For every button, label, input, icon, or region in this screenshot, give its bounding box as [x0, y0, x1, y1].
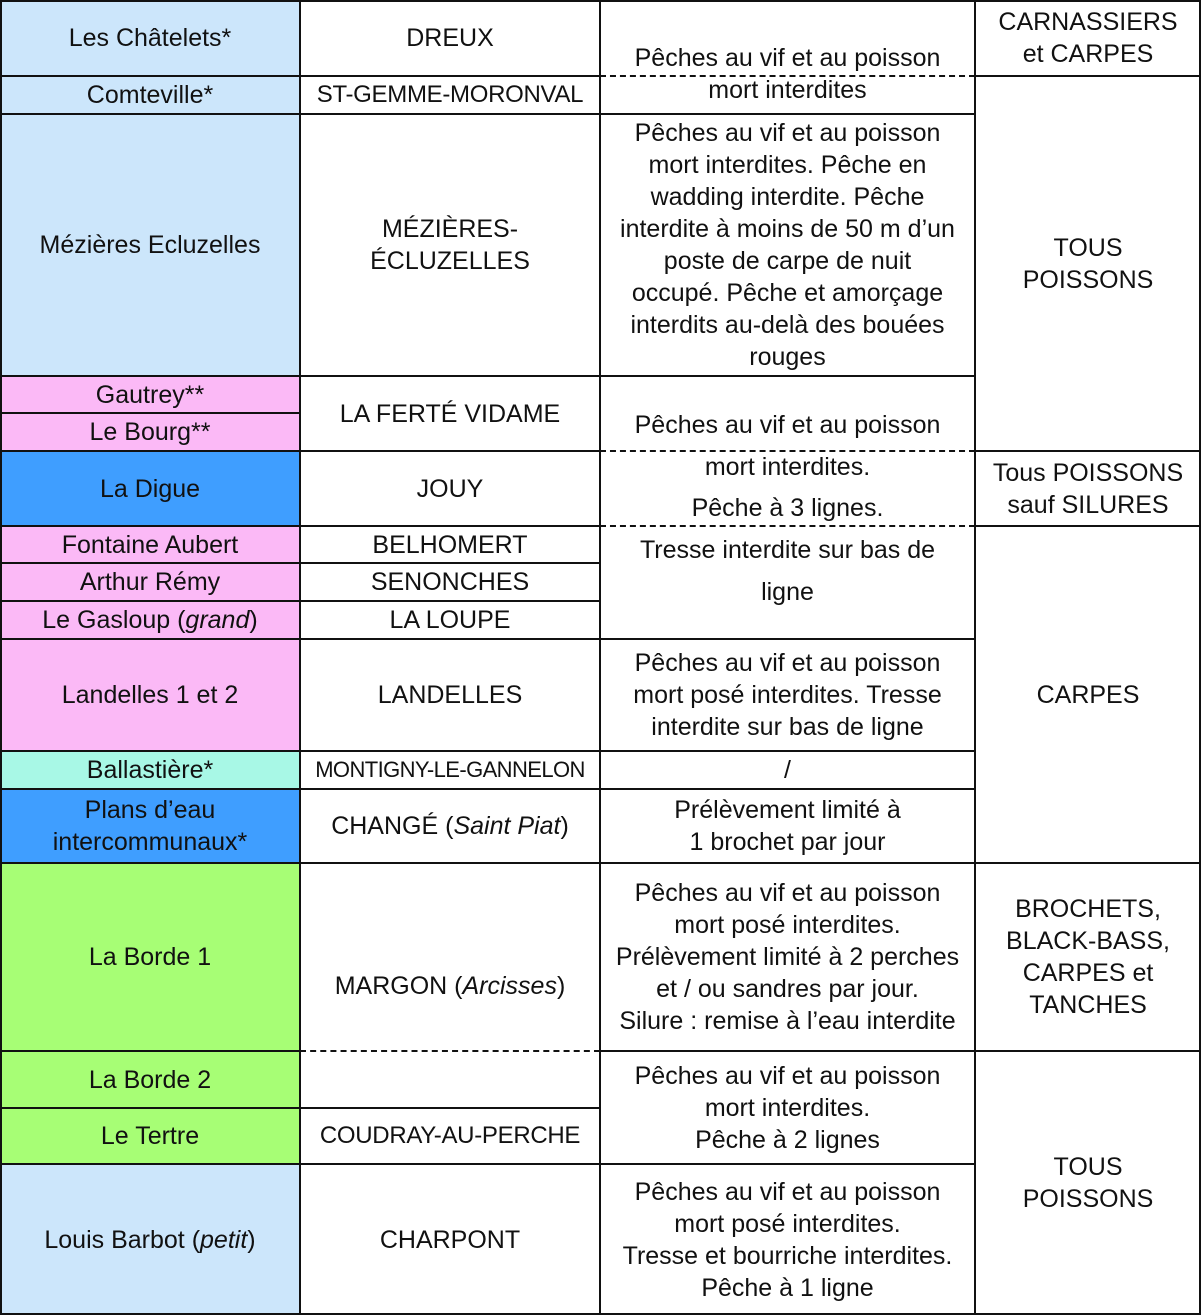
plan-name-cell [0, 413, 300, 451]
commune-name: BELHOMERT [372, 530, 528, 559]
plan-name-cell [0, 639, 300, 751]
rule-line: wadding interdite. Pêche [650, 183, 925, 211]
row-divider [0, 113, 600, 115]
plan-name: Arthur Rémy [79, 568, 221, 596]
plan-name-cell [0, 114, 300, 376]
commune-cell [300, 1164, 600, 1315]
plan-name-cell [0, 1164, 300, 1315]
dashed-divider [600, 450, 975, 452]
rule-line: mort interdites. [704, 1093, 871, 1122]
rule-line: Pêche à 2 lignes [695, 1125, 880, 1154]
plan-name-cell [0, 863, 300, 1051]
rule-line: occupé. Pêche et amorçage [631, 279, 944, 307]
rule-line: interdite sur bas de ligne [651, 713, 924, 741]
row-divider [0, 1107, 600, 1109]
plan-name-cell [0, 601, 300, 639]
plan-name: Ballastière* [86, 756, 214, 784]
commune-name: LA FERTÉ VIDAME [339, 399, 561, 428]
rule-line: mort posé interdites. [674, 911, 901, 939]
commune-cell [300, 0, 600, 76]
plan-name-line: Plans d’eau [84, 796, 216, 824]
plan-name: Fontaine Aubert [61, 530, 239, 559]
rule-cell [600, 1164, 975, 1315]
commune-name-line: MÉZIÈRES- [381, 215, 519, 243]
commune-cell [300, 639, 600, 751]
plan-name: Mézières Ecluzelles [39, 231, 261, 259]
rule-line: poste de carpe de nuit [663, 247, 912, 275]
species-line: POISSONS [1022, 1185, 1154, 1213]
rule-line [600, 451, 975, 483]
table-border [0, 0, 2, 1315]
species-line: TANCHES [1029, 991, 1147, 1019]
rule-line: rouges [749, 343, 826, 371]
plan-name: Gautrey** [95, 380, 205, 409]
species-cell [975, 863, 1201, 1051]
commune-name: JOUY [416, 474, 484, 503]
rule-line [600, 42, 975, 74]
rule-cell [600, 1051, 975, 1164]
plan-name-cell [0, 563, 300, 601]
species-cell [975, 0, 1201, 76]
rule-line: Pêches au vif et au poisson [634, 1061, 941, 1090]
row-divider [0, 638, 600, 640]
plan-name-cell [0, 526, 300, 563]
species-cell [975, 1051, 1201, 1315]
plan-name-cell [0, 789, 300, 863]
column-divider [599, 0, 601, 1315]
plan-name-cell [0, 451, 300, 526]
plan-name-cell [0, 1051, 300, 1108]
rule-cell [600, 863, 975, 1051]
commune-name-suffix: ) [556, 971, 566, 1000]
commune-cell [300, 376, 600, 451]
rule-line: 1 brochet par jour [689, 828, 886, 856]
row-divider [975, 450, 1201, 452]
rule-cell [600, 114, 975, 376]
species-line: CARPES [1036, 680, 1140, 709]
rule-line [600, 74, 975, 106]
species-cell [975, 76, 1201, 451]
commune-name: LANDELLES [377, 681, 523, 709]
rule-text: mort interdites. [704, 453, 871, 481]
row-divider [0, 75, 600, 77]
plan-name: La Borde 1 [88, 943, 212, 971]
commune-name-italic: Arcisses [462, 971, 557, 1000]
rule-line: interdits au-delà des bouées [630, 311, 945, 339]
rule-line [600, 576, 975, 608]
rule-line: Prélèvement limité à 2 perches [615, 943, 960, 971]
row-divider [975, 75, 1201, 77]
row-divider [600, 1050, 975, 1052]
row-divider [0, 1050, 300, 1052]
row-divider [600, 788, 975, 790]
row-divider [600, 750, 975, 752]
commune-cell [300, 451, 600, 526]
rule-line: Pêche à 1 ligne [701, 1273, 874, 1302]
rule-text: Pêches au vif et au poisson [634, 44, 941, 72]
plan-name-suffix: ) [247, 1225, 256, 1254]
plan-name: Les Châtelets* [68, 24, 232, 52]
row-divider [0, 862, 600, 864]
rule-line [600, 492, 975, 524]
row-divider [0, 1163, 600, 1165]
rule-line: Pêches au vif et au poisson [634, 649, 941, 677]
species-line: BROCHETS, [1015, 895, 1161, 923]
plan-name-cell [0, 1108, 300, 1164]
commune-cell [300, 1108, 600, 1164]
commune-cell [300, 526, 600, 563]
plan-name-suffix: ) [249, 606, 258, 634]
rule-line: Pêches au vif et au poisson [634, 1177, 941, 1206]
commune-cell [300, 751, 600, 789]
rule-line [600, 409, 975, 441]
commune-name-line: ÉCLUZELLES [370, 247, 530, 275]
commune-name [335, 970, 566, 1002]
plan-name-prefix: Louis Barbot ( [44, 1225, 201, 1254]
plan-name-prefix: Le Gasloup ( [42, 606, 186, 634]
species-line: Tous POISSONS [992, 458, 1184, 487]
commune-name-prefix: CHANGÉ ( [331, 812, 454, 840]
plan-name: La Digue [99, 474, 201, 503]
rule-line: Pêches au vif et au poisson [634, 879, 941, 907]
dashed-divider [600, 75, 975, 77]
species-line: BLACK-BASS, [1006, 927, 1170, 955]
row-divider [600, 638, 975, 640]
commune-name: SENONCHES [370, 568, 530, 596]
row-divider [600, 862, 975, 864]
rule-line: Pêches au vif et au poisson [634, 119, 941, 147]
row-divider [0, 412, 300, 414]
plan-name: La Borde 2 [88, 1065, 212, 1094]
species-line: CARPES et [1022, 959, 1154, 987]
rule-line [600, 534, 975, 566]
rule-line: Prélèvement limité à [674, 796, 901, 824]
species-cell [975, 451, 1201, 526]
row-divider [600, 113, 975, 115]
rule-text: / [784, 756, 791, 784]
commune-name-italic: Saint Piat [453, 812, 561, 840]
commune-name: DREUX [406, 24, 494, 52]
plan-name-cell [0, 751, 300, 789]
dashed-divider [300, 1050, 600, 1052]
commune-name [331, 810, 569, 842]
plan-name: Le Bourg** [89, 418, 211, 446]
rule-text: mort interdites [708, 76, 867, 104]
row-divider [600, 375, 975, 377]
rule-line: interdite à moins de 50 m d’un [620, 215, 955, 243]
commune-name: MONTIGNY-LE-GANNELON [315, 757, 585, 782]
commune-cell [300, 114, 600, 376]
species-line: TOUS [1053, 1153, 1123, 1181]
species-line: POISSONS [1022, 265, 1154, 294]
row-divider [0, 600, 600, 602]
rule-cell [600, 639, 975, 751]
column-divider [974, 0, 976, 1315]
row-divider [975, 1050, 1201, 1052]
commune-name: COUDRAY-AU-PERCHE [319, 1122, 581, 1149]
species-line: sauf SILURES [1007, 490, 1169, 519]
rule-line: Silure : remise à l’eau interdite [619, 1007, 956, 1035]
commune-name-suffix: ) [560, 812, 569, 840]
plan-name-cell [0, 0, 300, 76]
species-line: et CARPES [1022, 40, 1154, 68]
species-line: CARNASSIERS [998, 8, 1178, 36]
row-divider [0, 450, 600, 452]
rule-line: mort interdites. Pêche en [648, 151, 927, 179]
commune-cell [300, 76, 600, 114]
row-divider [0, 375, 600, 377]
commune-cell [300, 789, 600, 863]
commune-cell [300, 863, 600, 1108]
commune-name: ST-GEMME-MORONVAL [316, 81, 584, 108]
species-cell [975, 526, 1201, 863]
row-divider [0, 562, 600, 564]
rule-line: mort posé interdites. [674, 1209, 901, 1238]
rule-text: Pêche à 3 lignes. [691, 494, 884, 522]
row-divider [0, 525, 600, 527]
plan-name-italic: grand [185, 606, 250, 634]
rule-text: Pêches au vif et au poisson [634, 411, 941, 439]
plan-name-cell [0, 376, 300, 413]
rule-cell [600, 789, 975, 863]
commune-name: CHARPONT [379, 1225, 521, 1254]
commune-cell [300, 563, 600, 601]
rule-cell [600, 751, 975, 789]
plan-name [42, 604, 257, 636]
commune-name: LA LOUPE [389, 606, 511, 634]
rule-text: Tresse interdite sur bas de [639, 536, 936, 564]
plan-name: Landelles 1 et 2 [61, 681, 239, 709]
rule-line: et / ou sandres par jour. [656, 975, 919, 1003]
rule-text: ligne [761, 578, 814, 606]
row-divider [0, 788, 600, 790]
commune-name-prefix: MARGON ( [334, 971, 463, 1000]
row-divider [0, 750, 600, 752]
plan-name: Comteville* [86, 81, 214, 109]
dashed-divider [600, 525, 975, 527]
column-divider [299, 0, 301, 1315]
row-divider [975, 862, 1201, 864]
rule-line: mort posé interdites. Tresse [633, 681, 942, 709]
row-divider [975, 525, 1201, 527]
plan-name [44, 1224, 255, 1256]
plan-name-cell [0, 76, 300, 114]
plan-name: Le Tertre [100, 1122, 200, 1150]
commune-cell [300, 601, 600, 639]
plan-name-line: intercommunaux* [52, 828, 248, 856]
rule-line: Tresse et bourriche interdites. [622, 1241, 953, 1270]
row-divider [600, 1163, 975, 1165]
plan-name-italic: petit [200, 1225, 248, 1254]
species-line: TOUS [1053, 233, 1123, 262]
